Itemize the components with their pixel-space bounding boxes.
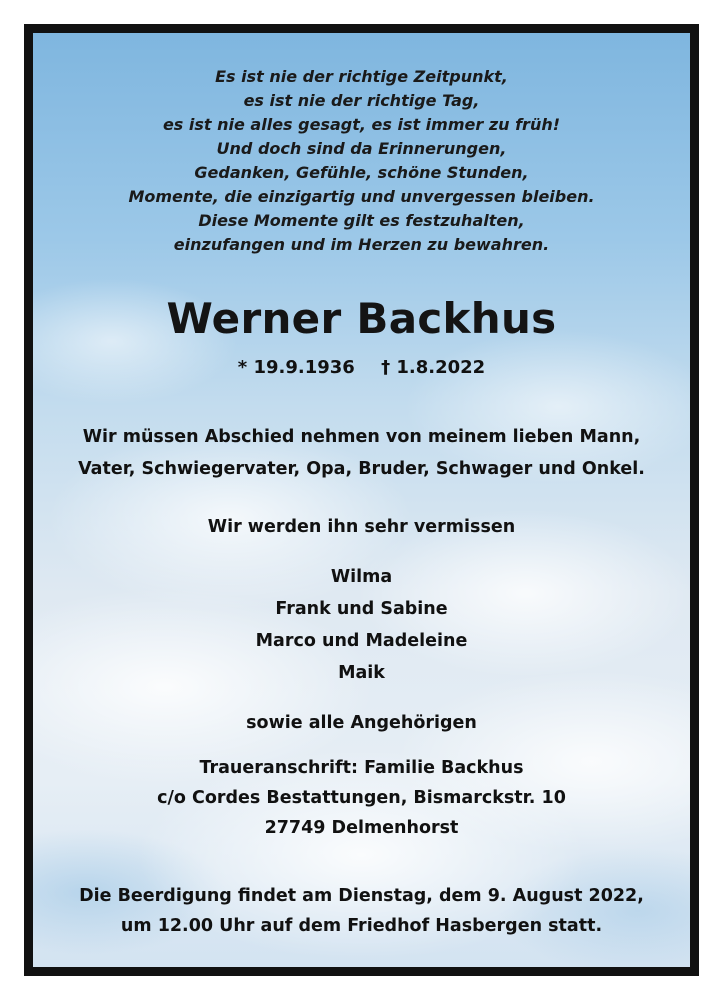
funeral-notice xyxy=(33,881,690,941)
poem-line: Momente, die einzigartig und unvergessen bleiben. xyxy=(128,187,595,206)
poem-line: Und doch sind da Erinnerungen, xyxy=(216,139,507,158)
relatives-text: sowie alle Angehörigen xyxy=(246,713,477,733)
poem xyxy=(33,65,690,257)
mourner-name: Maik xyxy=(338,663,385,683)
life-dates xyxy=(33,355,690,381)
obituary-card xyxy=(24,24,699,976)
deceased-name: Werner Backhus xyxy=(166,294,557,343)
funeral-line: um 12.00 Uhr auf dem Friedhof Hasbergen statt. xyxy=(120,916,603,936)
funeral-line: Die Beerdigung findet am Dienstag, dem 9. August 2022, xyxy=(79,886,644,906)
poem-line: Es ist nie der richtige Zeitpunkt, xyxy=(215,67,508,86)
mourning-address xyxy=(33,753,690,843)
address-line: 27749 Delmenhorst xyxy=(264,818,459,838)
birth-date: * 19.9.1936 xyxy=(237,357,355,378)
poem-line: Gedanken, Gefühle, schöne Stunden, xyxy=(194,163,529,182)
miss-text: Wir werden ihn sehr vermissen xyxy=(207,517,516,537)
mourner-name: Marco und Madeleine xyxy=(255,631,468,651)
death-date: † 1.8.2022 xyxy=(381,357,486,378)
mourner-name: Wilma xyxy=(330,567,393,587)
farewell-line: Vater, Schwiegervater, Opa, Bruder, Schwager und Onkel. xyxy=(78,459,645,479)
poem-line: es ist nie der richtige Tag, xyxy=(243,91,480,110)
farewell-line: Wir müssen Abschied nehmen von meinem lieben Mann, xyxy=(82,427,641,447)
address-line: c/o Cordes Bestattungen, Bismarckstr. 10 xyxy=(157,788,566,808)
farewell-text xyxy=(33,421,690,485)
mourner-name: Frank und Sabine xyxy=(275,599,448,619)
address-line: Traueranschrift: Familie Backhus xyxy=(199,758,524,778)
mourner-list xyxy=(33,561,690,689)
poem-line: Diese Momente gilt es festzuhalten, xyxy=(198,211,525,230)
poem-line: einzufangen und im Herzen zu bewahren. xyxy=(173,235,550,254)
poem-line: es ist nie alles gesagt, es ist immer zu früh! xyxy=(162,115,561,134)
